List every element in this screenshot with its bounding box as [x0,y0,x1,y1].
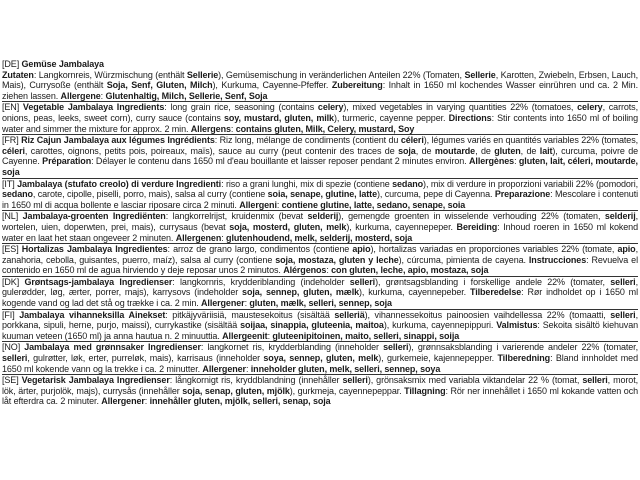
bold-text: Instrucciones [528,254,587,265]
label-text: ), Gemüsemischung in veränderlichen Anteilen 22% (Tomaten, [218,69,465,80]
label-text: ), grøntsagsblanding i forskellige andele 22% (tomater, [375,276,611,287]
label-text: : Sekoita sisältö kiehuvan kuuman veteen (1650 ml) ja anna hautua n. 2 minuuttia. [2,320,638,341]
bold-text: selleri [582,375,608,386]
label-section-se [2,375,638,407]
label-text: : Délayer le contenu dans 1650 ml d'eau bouillante et laisser reposer pendant 2 minutes environ. [91,156,470,167]
label-text: ), légumes variés en quantités variables 22% (tomates, [423,135,638,146]
label-text: , wortelen, uien, doperwten, prei, mais), currysaus (bevat [2,211,638,232]
bold-text: selderij [604,211,636,222]
bold-text: celery [577,102,603,113]
label-text: : [230,123,236,134]
bold-text: Grøntsags-jambalaya Ingredienser [24,276,173,287]
bold-text: selleri [610,276,636,287]
bold-text: soja, sennep, gluten, mælk [242,287,359,298]
bold-text: céleri [400,135,424,146]
bold-text: gluteenipitoinen, maito, selleri, sinappi, soija [272,330,460,341]
label-text: : [100,90,106,101]
label-text: , Karotten, Zwiebeln, Erbsen, Lauch, Mais), Currysoße (enthält [2,69,638,91]
label-text: : [514,156,519,167]
label-text: : langkorrelrijst, kruidenmix (bevat [165,211,308,222]
label-text: ), gurkemeie, kajennepepper. [378,353,498,364]
label-text: , gulrøtter, løk, erter, purreløk, mais), karrisaus (inneholder [27,353,264,364]
bold-text: soya, sennep, gluten, melk [263,353,379,364]
label-text: : Revuelva el contenido en 1650 ml de agua hirviendo y deje reposar unos 2 minutos. [2,254,638,276]
label-text: : Rør indholdet op i 1650 ml kogende vand og lad det stå og trække i ca. 2 min. [2,287,638,309]
label-text: ), kurkuma, cayennepeper. [346,221,457,232]
bold-text: Preparazione [494,189,551,200]
label-text: , porkkana, sipuli, herne, purjo, maissi), currykastike (sisältää [2,309,638,331]
bold-text: Jambalaya (stufato creolo) di verdure Ingredienti [17,178,222,189]
label-text: : Inhoud roeren in 1650 ml kokend water en laat het staan ongeveer 2 minuten. [2,221,638,243]
ingredient-label [2,59,638,407]
bold-text: Allergener [201,298,245,309]
bold-text: soja, mosterd, gluten, melk [229,221,347,232]
bold-text: contiene glutine, latte, sedano, senape, soia [281,199,466,210]
language-code: [NO] [2,342,25,353]
label-text: ), turmeric, cayenne pepper. [333,112,449,123]
bold-text: glutenhoudend, melk, selderij, mosterd, soja [226,232,413,243]
label-text: ), grönsaksmix med variabla viktandelar 22 % (tomat, [367,375,583,386]
bold-text: soy, mustard, gluten, milk [223,112,334,123]
label-text: , de [520,145,540,156]
label-section-it [2,179,638,212]
label-text: : Stir contents into 1650 ml of boiling water and simmer the mixture for approx. 2 min. [2,112,638,134]
label-text: ), kurkuma, cayennepippuri. [383,320,497,331]
bold-text: soja, mostaza, gluten y leche [275,254,399,265]
label-text: , carote, cipolle, piselli, porro, mais), salsa al curry (contiene [32,189,268,200]
bold-text: soja, senap, gluten, mjölk [182,385,290,396]
bold-text: con gluten, leche, apio, mostaza, soja [331,265,489,276]
bold-text: selleri [610,309,636,320]
label-section-es [2,244,638,277]
bold-text: selleri [349,276,376,287]
language-code: [DE] [2,59,22,69]
bold-text: Valmistus [496,320,538,331]
label-text: : langkornet ris, krydderblanding (inneholder [200,342,384,353]
label-text: : pitkäjyväriisiä, maustesekoitus (sisältää [165,309,335,320]
bold-text: Gemüse Jambalaya [21,59,104,69]
bold-text: Sellerie [464,69,496,80]
label-text: ), gurkmeja, cayennepeppar. [289,385,405,396]
language-code: [DK] [2,276,25,287]
bold-text: innehåller gluten, mjölk, selleri, senap, soja [149,396,331,407]
bold-text: sedano [2,189,33,200]
label-text: ), grønnsaksblanding i varierende andeler 22% (tomater, [408,342,638,353]
bold-text: Vegetable Jambalaya Ingredients [22,102,165,113]
bold-text: Tilberedning [497,353,551,364]
label-text: : [221,232,227,243]
label-text: ), curcuma, poivre de Cayenne. [2,145,639,167]
label-text: ), kurkuma, cayennepeber. [359,287,470,298]
label-text: : long grain rice, seasoning (contains [164,102,318,113]
bold-text: Jambalaya-groenten Ingrediënten [22,211,166,222]
bold-text: Directions [448,112,492,123]
label-section-fr [2,135,638,178]
label-section-fi [2,310,638,343]
label-text: ), mixed vegetables in varying quantities 22% (tomatoes, [343,102,578,113]
bold-text: Allergeni [239,199,277,210]
label-text: , de [475,145,495,156]
bold-text: selderij [307,211,339,222]
bold-text: gluten [494,145,521,156]
bold-text: Riz Cajun Jambalaya aux légumes Ingrédients [21,135,215,146]
label-text: : [245,363,251,374]
bold-text: Zubereitung [331,80,383,91]
label-text: , carrots, onions, peas, leeks, sweet corn), curry sauce (contains [2,102,638,123]
bold-text: selleri [383,342,409,353]
bold-text: contains gluten, Milk, Celery, mustard, Soy [235,123,415,134]
label-section-dk [2,277,638,310]
bold-text: Bereiding [456,221,498,232]
bold-text: Hortalizas Jambalaya Ingredientes [21,244,168,255]
bold-text: celery [317,102,344,113]
bold-text: Allergener [101,396,145,407]
bold-text: céleri [2,145,25,156]
label-text: , gulerødder, løg, ærter, porrer, majs), karrysovs (indeholder [2,276,638,298]
language-code: [FI] [2,309,20,320]
label-text: : arroz de grano largo, condimentos (contiene [167,244,353,255]
label-text: : [276,199,282,210]
label-text: ), hortalizas variadas en proporciones variables 22% (tomate, [370,244,618,255]
label-text: : långkornigt ris, kryddblandning (innehåller [169,375,343,386]
bold-text: Vegetarisk Jambalaya Ingredienser [21,375,170,386]
label-section-nl [2,211,638,244]
label-section-no [2,342,638,375]
label-text: : riso a grani lunghi, mix di spezie (contiene [221,178,393,189]
language-code: [NL] [2,211,23,222]
bold-text: Zutaten [2,69,34,80]
label-text: : Langkornreis, Würzmischung (enthält [33,69,187,80]
label-text: , morot, lök, ärter, purjolök, majs), currysås (innehåller [2,375,638,396]
label-section-de [2,59,638,102]
label-text: ), curcuma, pepe di Cayenna. [377,189,495,200]
bold-text: apio [352,244,371,255]
bold-text: soia, senape, glutine, latte [267,189,377,200]
bold-text: soijaa, sinappia, gluteenia, maitoa [240,320,384,331]
label-text: ), gemengde groenten in wisselende verhouding 22% (tomaten, [338,211,605,222]
label-text: : Riz long, mélange de condiments (contient du [214,135,401,146]
bold-text: moutarde [434,145,476,156]
bold-text: selleri [2,353,28,364]
bold-text: Alérgenos [283,265,327,276]
bold-text: Tillagning [404,385,446,396]
bold-text: Jambalaya vihanneksilla Ainekset [19,309,166,320]
bold-text: Allergene [60,90,101,101]
label-text: : Inhalt in 1650 ml kochendes Wasser einrühren und ca. 2 Min. ziehen lassen. [2,80,638,101]
label-text: , zanahoria, cebolla, guisantes, puerro, maíz), salsa al curry (contiene [2,244,638,265]
label-text: : [144,396,150,407]
label-text: : Rör ner innehållet i 1650 ml kokande vatten och låt efterdra ca. 2 minuter. [2,385,638,407]
bold-text: Soja, Senf, Gluten, Milch [106,80,213,91]
language-code: [EN] [2,102,23,113]
label-text: ), mix di verdure in proporzioni variabili 22% (pomodori, [423,178,639,189]
label-text: : [244,298,250,309]
bold-text: selleriä [334,309,365,320]
label-text: : Bland innholdet med 1650 ml kokende vann og la trekke i ca. 2 minutter. [2,353,638,374]
label-text: ), cúrcuma, pimienta de cayena. [398,254,529,265]
bold-text: gluten, mælk, selleri, sennep, soja [249,298,392,309]
label-text: , de [415,145,435,156]
bold-text: selleri [342,375,368,386]
bold-text: sedano [392,178,424,189]
bold-text: Allergènes [469,156,515,167]
bold-text: Jambalaya med grønnsaker Ingredienser [24,342,201,353]
label-text: : Mescolare i contenuti in 1650 ml di acqua bollente e lasciar riposare circa 2 minuti. [2,189,638,210]
language-code: [FR] [2,135,22,146]
bold-text: Préparation [42,156,92,167]
bold-text: inneholder gluten, melk, selleri, sennep, soya [250,363,441,374]
label-text: ), Kurkuma, Cayenne-Pfeffer. [212,80,332,91]
label-text: : langkornris, krydderiblanding (indeholder [172,276,350,287]
label-text: , carottes, oignons, petits pois, poireaux, maïs), sauce au curry (peut contenir des traces de [24,145,399,156]
bold-text: Allergener [202,363,246,374]
bold-text: lait [539,145,553,156]
label-text: : [326,265,332,276]
label-section-en [2,102,638,135]
label-text: ), vihannessekoitus painoosien vaihdellessa 22% (tomaatti, [364,309,611,320]
bold-text: Allergens [190,123,231,134]
bold-text: Glutenhaltig, Milch, Sellerie, Senf, Soja [105,90,268,101]
bold-text: Tilberedelse [469,287,522,298]
bold-text: soja [398,145,416,156]
bold-text: apio [617,244,636,255]
bold-text: Allergenen [175,232,222,243]
language-code: [ES] [2,244,22,255]
bold-text: Sellerie [186,69,219,80]
bold-text: Allergeenit [222,330,268,341]
language-code: [IT] [2,178,18,189]
label-text: : [267,330,273,341]
bold-text: gluten, lait, céleri, moutarde, soja [2,156,638,177]
language-code: [SE] [2,375,22,386]
